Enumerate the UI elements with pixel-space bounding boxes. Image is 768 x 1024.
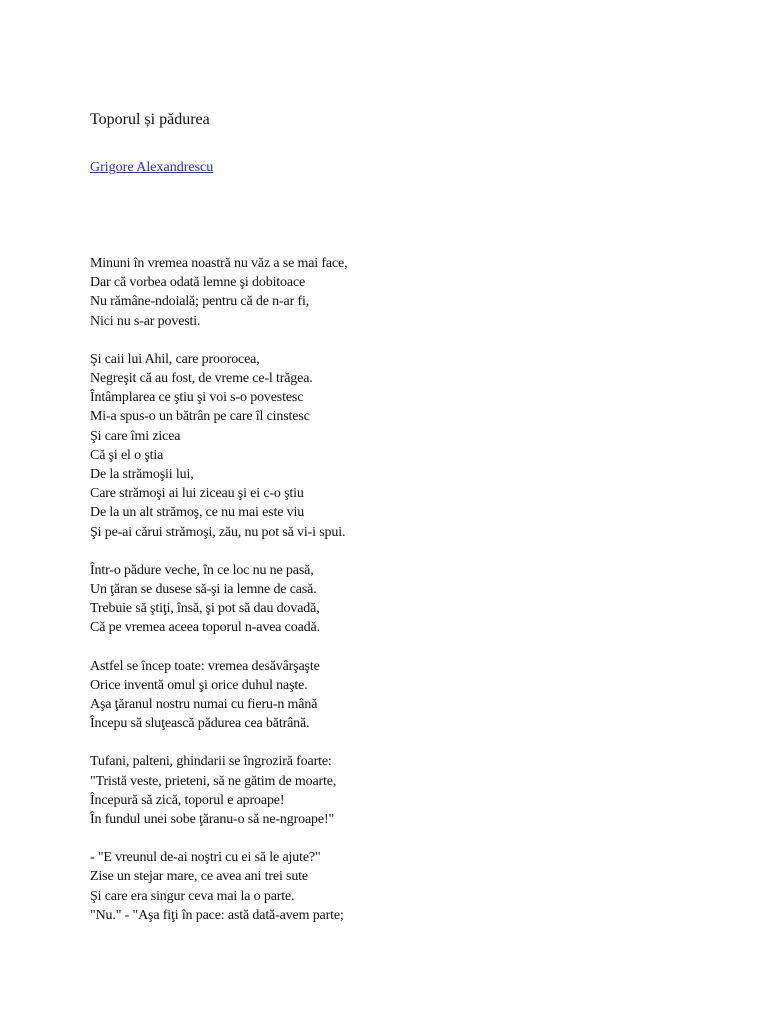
poem-line: Întâmplarea ce ştiu şi voi s-o povestesc	[90, 390, 304, 406]
poem-line: Care strămoşi ai lui ziceau şi ei c-o ştiu	[90, 486, 304, 502]
poem-line: Într-o pădure veche, în ce loc nu ne pasă,	[90, 562, 314, 578]
stanza	[90, 657, 690, 734]
poem-line: Negreşit că au fost, de vreme ce-l trăgea.	[90, 371, 313, 387]
poem-line: Zise un stejar mare, ce avea ani trei sute	[90, 869, 308, 885]
poem-line: Minuni în vremea noastră nu văz a se mai face,	[90, 256, 348, 271]
poem-line: Nici nu s-ar povesti.	[90, 313, 201, 329]
poem-line: De la un alt strămoş, ce nu mai este viu	[90, 505, 305, 521]
stanza	[90, 561, 690, 638]
stanza	[90, 350, 690, 542]
poem-line: Dar că vorbea odată lemne şi dobitoace	[90, 275, 306, 291]
poem-line: Astfel se încep toate: vremea desăvârşaşte	[90, 658, 320, 674]
author-link[interactable]: Grigore Alexandrescu	[90, 160, 214, 175]
poem-line: Şi care era singur ceva mai la o parte.	[90, 888, 295, 904]
poem-line: Un ţăran se dusese să-şi ia lemne de casă.	[90, 582, 317, 598]
poem-line: Şi care îmi zicea	[90, 428, 181, 444]
stanza	[90, 848, 690, 925]
poem-line: Tufani, palteni, ghindarii se îngroziră foarte:	[90, 754, 332, 770]
poem-line: De la strămoşii lui,	[90, 467, 194, 483]
poem-line: Că pe vremea aceea toporul n-avea coadă.	[90, 620, 320, 636]
poem-line: În fundul unei sobe ţăranu-o să ne-ngroape!"	[90, 812, 335, 828]
poem-line: Mi-a spus-o un bătrân pe care îl cinstesc	[90, 409, 310, 425]
poem-line: Începu să sluţească pădurea cea bătrână.	[90, 716, 310, 732]
stanza	[90, 752, 690, 829]
poem-line: "Tristă veste, prieteni, să ne gătim de moarte,	[90, 773, 337, 789]
stanza	[90, 254, 690, 331]
poem-line: Aşa ţăranul nostru numai cu fieru-n mână	[90, 697, 318, 713]
poem-line: Începură să zică, toporul e aproape!	[90, 792, 285, 808]
poem-line: Şi caii lui Ahil, care proorocea,	[90, 351, 260, 367]
poem-line: - "E vreunul de-ai noştri cu ei să le ajute?"	[90, 850, 321, 866]
poem-line: Orice inventă omul şi orice duhul naşte.	[90, 677, 308, 693]
poem-line: Nu rămâne-ndoială; pentru că de n-ar fi,	[90, 294, 310, 310]
poem-line: Şi pe-ai cărui strămoşi, zău, nu pot să vi-i spui.	[90, 524, 346, 540]
poem-line: Trebuie să ştiţi, însă, şi pot să dau dovadă,	[90, 601, 320, 617]
poem-line: Că şi el o ştia	[90, 447, 164, 463]
poem-line: "Nu." - "Aşa fiţi în pace: astă dată-avem parte;	[90, 907, 344, 923]
poem-title: Toporul și pădurea	[90, 111, 210, 128]
poem-body	[90, 254, 690, 944]
